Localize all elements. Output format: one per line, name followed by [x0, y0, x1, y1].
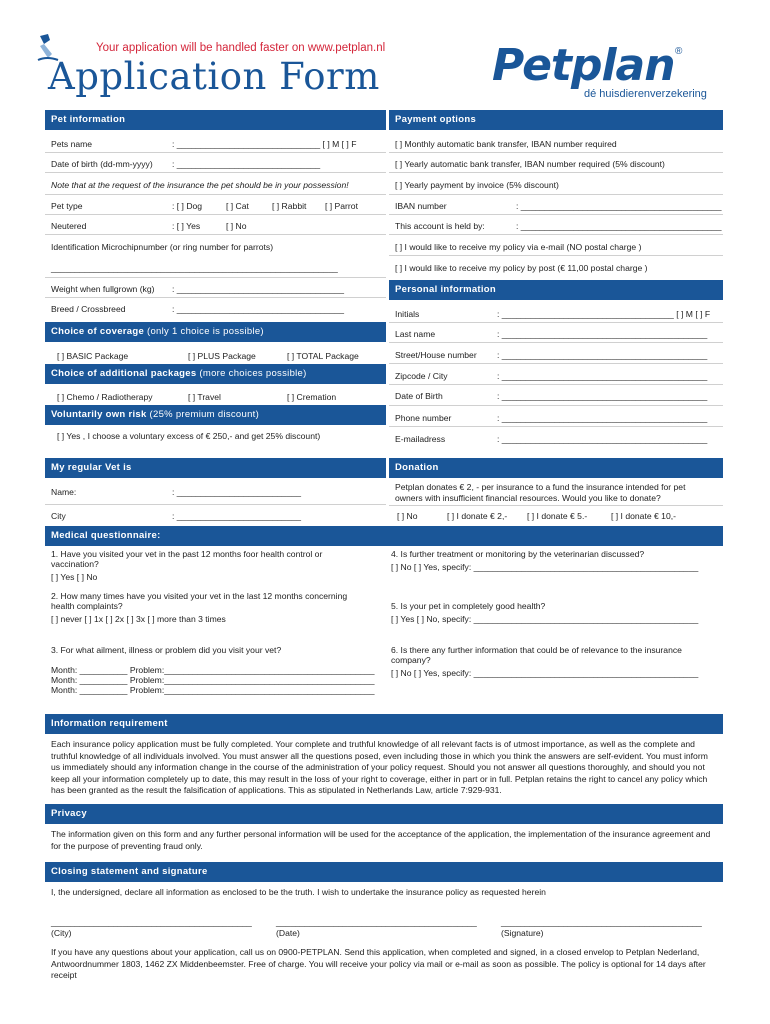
chemo-checkbox[interactable]: [ ] Chemo / Radiotherapy — [57, 392, 153, 402]
owner-dob-label: Date of Birth — [395, 391, 443, 401]
email-label: E-mailadress — [395, 434, 446, 444]
payment-heading: Payment options — [389, 110, 723, 130]
zipcode-label: Zipcode / City — [395, 371, 448, 381]
phone-label: Phone number — [395, 413, 452, 423]
donation-heading: Donation — [389, 458, 723, 478]
pets-name-label: Pets name — [51, 139, 93, 149]
policy-post-checkbox[interactable]: [ ] I would like to receive my policy by post (€ 11,00 postal charge ) — [395, 263, 648, 273]
neutered-no-checkbox[interactable]: [ ] No — [226, 221, 247, 231]
owner-dob-field[interactable]: : ___________________________________________ — [497, 391, 708, 401]
personal-heading: Personal information — [389, 280, 723, 300]
payment-invoice-checkbox[interactable]: [ ] Yearly payment by invoice (5% discount) — [395, 180, 559, 190]
initials-field[interactable]: : ____________________________________ [ ] M [ ] F — [497, 309, 711, 319]
closing-heading: Closing statement and signature — [45, 862, 723, 882]
medical-q1: 1. Have you visited your vet in the past 12 months foor health control or vaccination? — [51, 549, 323, 569]
basic-package-checkbox[interactable]: [ ] BASIC Package — [57, 351, 129, 361]
date-signature-line[interactable]: __________________________________________ — [276, 917, 477, 927]
info-req-heading: Information requirement — [45, 714, 723, 734]
medical-q3: 3. For what ailment, illness or problem did you visit your vet? — [51, 645, 282, 655]
medical-q3-line2[interactable]: Month: __________ Problem:____________________________________________ — [51, 675, 375, 685]
microchip-field[interactable]: ____________________________________________________________ — [51, 263, 338, 273]
account-holder-label: This account is held by: — [395, 221, 485, 231]
last-name-field[interactable]: : ___________________________________________ — [497, 329, 708, 339]
breed-label: Breed / Crossbreed — [51, 304, 126, 314]
pet-dob-label: Date of birth (dd-mm-yyyy) — [51, 159, 153, 169]
medical-q2: 2. How many times have you visited your vet in the last 12 months concerning health complaints? — [51, 591, 348, 611]
vet-name-field[interactable]: : __________________________ — [172, 487, 302, 497]
pet-type-cat-checkbox[interactable]: [ ] Cat — [226, 201, 249, 211]
city-signature-line[interactable]: __________________________________________ — [51, 917, 252, 927]
total-package-checkbox[interactable]: [ ] TOTAL Package — [287, 351, 359, 361]
street-label: Street/House number — [395, 350, 477, 360]
medical-q6-options[interactable]: [ ] No [ ] Yes, specify: _______________________________________________ — [391, 668, 699, 678]
microchip-label: Identification Microchipnumber (or ring number for parrots) — [51, 242, 274, 252]
declaration-text: I, the undersigned, declare all information as enclosed to be the truth. I wish to undertake the insurance policy as requested herein — [51, 887, 546, 897]
policy-email-checkbox[interactable]: [ ] I would like to receive my policy via e-mail (NO postal charge ) — [395, 242, 642, 252]
cremation-checkbox[interactable]: [ ] Cremation — [287, 392, 337, 402]
registered-mark: ® — [675, 46, 683, 57]
donate-no-checkbox[interactable]: [ ] No — [397, 511, 418, 521]
iban-field[interactable]: : __________________________________________ — [516, 201, 722, 211]
email-field[interactable]: : ___________________________________________ — [497, 434, 708, 444]
brand-tagline: dé huisdierenverzekering — [584, 88, 707, 100]
possession-note: Note that at the request of the insurance the pet should be in your possession! — [51, 180, 349, 190]
medical-q3-line1[interactable]: Month: __________ Problem:____________________________________________ — [51, 665, 375, 675]
plus-package-checkbox[interactable]: [ ] PLUS Package — [188, 351, 256, 361]
pet-type-rabbit-checkbox[interactable]: [ ] Rabbit — [272, 201, 307, 211]
medical-q2-options[interactable]: [ ] never [ ] 1x [ ] 2x [ ] 3x [ ] more than 3 times — [51, 614, 226, 624]
additional-heading: Choice of additional packages (more choices possible) — [45, 364, 386, 384]
vet-city-label: City — [51, 511, 66, 521]
last-name-label: Last name — [395, 329, 436, 339]
account-holder-field[interactable]: : __________________________________________ — [516, 221, 722, 231]
pet-dob-field[interactable]: : ______________________________ — [172, 159, 321, 169]
weight-field[interactable]: : ___________________________________ — [172, 284, 345, 294]
medical-q1-options[interactable]: [ ] Yes [ ] No — [51, 572, 98, 582]
signature-caption: (Signature) — [501, 928, 544, 938]
medical-q5-options[interactable]: [ ] Yes [ ] No, specify: _______________________________________________ — [391, 614, 699, 624]
medical-q3-line3[interactable]: Month: __________ Problem:____________________________________________ — [51, 685, 375, 695]
donate-10-checkbox[interactable]: [ ] I donate € 10,- — [611, 511, 676, 521]
payment-yearly-transfer-checkbox[interactable]: [ ] Yearly automatic bank transfer, IBAN number required (5% discount) — [395, 159, 665, 169]
footer-text: If you have any questions about your application, call us on 0900-PETPLAN. Send this application, when completed and signed, in a closed envelop to Petplan Nederland, Antwoordnummer 1803, 1462 ZX Middenbeemster. Free of charge. You will receive your policy via mail or e-mail as soon as possible. The policy is optional for 14 days after receipt — [51, 947, 706, 980]
weight-label: Weight when fullgrown (kg) — [51, 284, 155, 294]
phone-field[interactable]: : ___________________________________________ — [497, 413, 708, 423]
top-line: Your application will be handled faster on www.petplan.nl — [96, 42, 386, 54]
pets-name-field[interactable]: : ______________________________ [ ] M [ ] F — [172, 139, 357, 149]
street-field[interactable]: : ___________________________________________ — [497, 350, 708, 360]
pet-type-label: Pet type — [51, 201, 83, 211]
city-caption: (City) — [51, 928, 72, 938]
medical-heading: Medical questionnaire: — [45, 526, 723, 546]
medical-q4: 4. Is further treatment or monitoring by the veterinarian discussed? — [391, 549, 645, 559]
iban-label: IBAN number — [395, 201, 447, 211]
medical-q4-options[interactable]: [ ] No [ ] Yes, specify: _______________________________________________ — [391, 562, 699, 572]
info-req-text: Each insurance policy application must be fully completed. Your complete and truthful knowledge of all relevant facts is of utmost importance, as well as the complete and truthful knowledge of all individuals involved. You must answer all the questions posed, even including those in which you think the answers are self-evident. You must inform us immediately should any information change in the course of the administration of your policy request. Should you not answer all questions thoroughly, and should you not keep all your information completely up to date, this may result in the loss of your right to coverage, either in part or in full. Petplan retains the right to cancel any policy which has been granted as the result the falsification of applications. This as stipulated in Netherlands Law, article 7:929-931. — [51, 739, 708, 795]
pet-type-dog-checkbox[interactable]: : [ ] Dog — [172, 201, 203, 211]
signature-line[interactable]: __________________________________________ — [501, 917, 702, 927]
brand-logo: Petplan — [492, 40, 675, 91]
zipcode-field[interactable]: : ___________________________________________ — [497, 371, 708, 381]
privacy-text: The information given on this form and any further personal information will be used for the acceptance of the application, the implementation of the insurance agreement and for the purpose of preventing fraud only. — [51, 829, 711, 851]
own-risk-checkbox[interactable]: [ ] Yes , I choose a voluntary excess of € 250,- and get 25% discount) — [57, 431, 321, 441]
vet-heading: My regular Vet is — [45, 458, 386, 478]
donate-5-checkbox[interactable]: [ ] I donate € 5.- — [527, 511, 588, 521]
travel-checkbox[interactable]: [ ] Travel — [188, 392, 221, 402]
date-caption: (Date) — [276, 928, 300, 938]
initials-label: Initials — [395, 309, 420, 319]
breed-field[interactable]: : ___________________________________ — [172, 304, 345, 314]
donation-text: Petplan donates € 2, - per insurance to a fund the insurance intended for pet owners with insufficient financial resources. Would you like to donate? — [395, 482, 686, 503]
pet-type-parrot-checkbox[interactable]: [ ] Parrot — [325, 201, 358, 211]
medical-q6: 6. Is there any further information that could be of relevance to the insurance company? — [391, 645, 682, 665]
vet-name-label: Name: — [51, 487, 77, 497]
vet-city-field[interactable]: : __________________________ — [172, 511, 302, 521]
privacy-heading: Privacy — [45, 804, 723, 824]
own-risk-heading: Voluntarily own risk (25% premium discount) — [45, 405, 386, 425]
payment-monthly-checkbox[interactable]: [ ] Monthly automatic bank transfer, IBAN number required — [395, 139, 617, 149]
pet-info-heading: Pet information — [45, 110, 386, 130]
neutered-yes-checkbox[interactable]: : [ ] Yes — [172, 221, 201, 231]
donate-2-checkbox[interactable]: [ ] I donate € 2,- — [447, 511, 508, 521]
medical-q5: 5. Is your pet in completely good health? — [391, 601, 546, 611]
neutered-label: Neutered — [51, 221, 87, 231]
coverage-heading: Choice of coverage (only 1 choice is possible) — [45, 322, 386, 342]
page-title: Application Form — [48, 55, 380, 98]
